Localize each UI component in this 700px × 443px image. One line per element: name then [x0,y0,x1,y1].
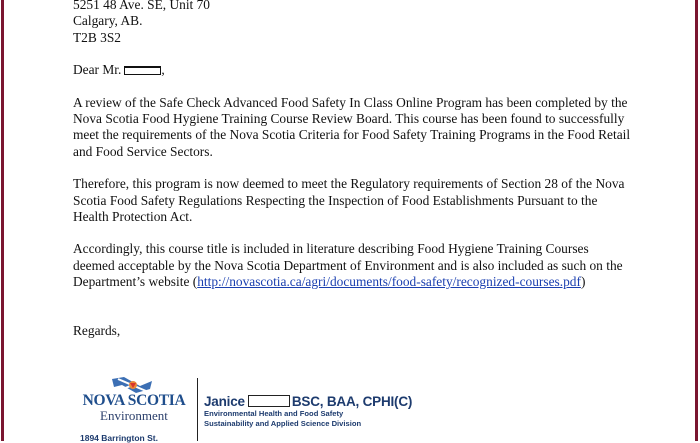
signature-divider [197,378,198,441]
paragraph-website-text: Accordingly, this course title is included in literature describing Food Hygiene Training Courses deemed acceptable by the Nova Scotia Department of Environment and is also included as such on the Department’s website ( [73,241,623,290]
paragraph-review: A review of the Safe Check Advanced Food Safety In Class Online Program has been completed by the Nova Scotia Food Hygiene Training Course Review Board. This course has been found to successfully meet the requirements of the Nova Scotia Criteria for Food Safety Training Programs in the Food Retail and Food Service Sectors. [73,94,631,159]
redacted-surname [248,395,290,407]
paragraph-website-close: ) [580,274,586,290]
redacted-name [124,66,161,75]
signature-credentials: BSC, BAA, CPHI(C) [291,394,413,409]
logo-title: NOVA SCOTIA [82,392,186,409]
closing: Regards, [73,322,121,338]
page-border-left [1,0,4,441]
salutation [73,62,633,78]
logo-subtitle: Environment [100,408,168,423]
signature-first-name: Janice [204,394,245,409]
address-line-postal: T2B 3S2 [73,29,121,45]
recipient-address [73,0,633,46]
salutation-prefix: Dear Mr. [73,62,122,78]
signature-department: Environmental Health and Food Safety [204,409,344,418]
salutation-suffix: , [161,62,165,78]
letter-body [73,0,633,339]
paragraph-website [73,241,633,290]
signature-division: Sustainability and Applied Science Division [204,419,362,428]
paragraph-regulatory: Therefore, this program is now deemed to meet the Regulatory requirements of Section 28 of the Nova Scotia Food Safety Regulations Respecting the Inspection of Food Establishments Pursuant to the Health Protection Act. [73,176,625,225]
address-line-city: Calgary, AB. [73,13,143,29]
recognized-courses-link[interactable]: http://novascotia.ca/agri/documents/food-safety/recognized-courses.pdf [197,274,581,290]
page-border-right [695,0,698,441]
signature-block [204,394,412,429]
logo-address: 1894 Barrington St. [80,433,158,443]
address-line-street: 5251 48 Ave. SE, Unit 70 [73,0,211,12]
signature-name [204,394,412,409]
nova-scotia-flag-icon [110,377,154,393]
